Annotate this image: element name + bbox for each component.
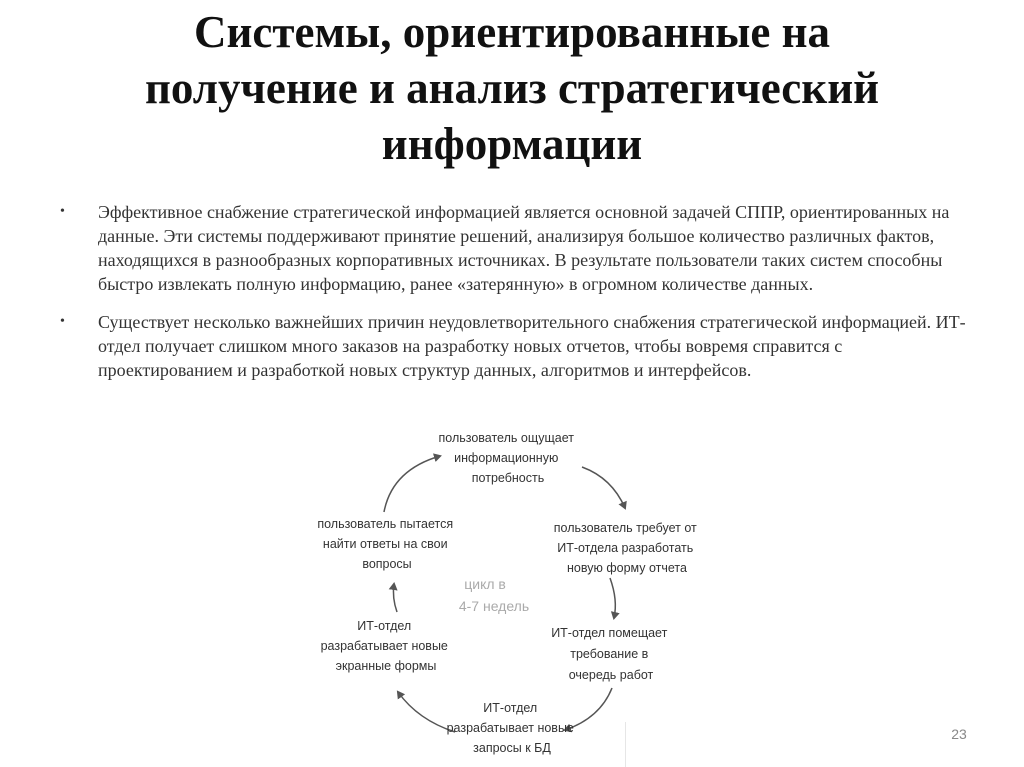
- cycle-step-screen-forms: [321, 619, 452, 673]
- title-line-1: Системы, ориентированные на: [194, 7, 830, 57]
- title-line-3: информации: [381, 119, 643, 169]
- cycle-arrow-2: [610, 578, 615, 618]
- bullet-item: [60, 200, 980, 296]
- cycle-arrow-6: [384, 456, 440, 512]
- step-line: экранные формы: [335, 659, 437, 673]
- title-line-2: получение и анализ стратегический: [144, 63, 880, 113]
- bullet-text: Эффективное снабжение стратегической информацией является основной задачей СППР, ориентированных на данные. Эти системы поддерживают принятие решений, анализируя большое количество различных фактов, находящихся в разнообразных корпоративных источниках. В результате пользователи таких систем способны быстро извлекать полную информацию, ранее «затерянную» в огромном количестве данных.: [98, 202, 950, 294]
- center-line-2: 4-7 недель: [458, 598, 530, 614]
- step-line: требование в: [570, 647, 649, 661]
- step-line: новую форму отчета: [567, 561, 687, 575]
- step-line: информационную: [454, 451, 559, 465]
- cycle-step-queue: [551, 626, 671, 682]
- step-line: потребность: [471, 471, 545, 485]
- step-line: пользователь требует от: [553, 521, 697, 535]
- step-line: разрабатывает новые: [446, 721, 574, 735]
- step-line: вопросы: [362, 557, 412, 571]
- step-line: разрабатывает новые: [320, 639, 448, 653]
- center-line-1: цикл в: [464, 576, 506, 592]
- bullet-marker: •: [60, 204, 65, 219]
- cycle-step-db-queries: [447, 701, 578, 755]
- step-line: запросы к БД: [473, 741, 551, 755]
- cycle-arrow-4: [398, 692, 455, 732]
- step-line: найти ответы на свои: [322, 537, 448, 551]
- step-line: ИТ-отдел: [357, 619, 412, 633]
- bullet-marker: •: [60, 314, 65, 329]
- step-line: очередь работ: [568, 668, 654, 682]
- step-line: ИТ-отдела разработать: [557, 541, 694, 555]
- divider-line: [625, 722, 626, 767]
- cycle-arrow-1: [582, 467, 625, 508]
- slide-title: [40, 4, 984, 172]
- bullet-item: [60, 310, 980, 382]
- cycle-arrow-3: [565, 688, 612, 730]
- cycle-step-need: [439, 431, 578, 485]
- cycle-duration-label: [459, 576, 529, 614]
- cycle-arrow-5: [393, 584, 397, 612]
- bullet-list: [60, 200, 980, 396]
- cycle-step-search-answers: [317, 517, 456, 571]
- step-line: ИТ-отдел помещает: [551, 626, 668, 640]
- bullet-text: Существует несколько важнейших причин неудовлетворительного снабжения стратегической информацией. ИТ-отдел получает слишком много заказов на разработку новых отчетов, чтобы вовремя справится с проектированием и разработкой новых структур данных, алгоритмов и интерфейсов.: [98, 312, 966, 380]
- step-line: пользователь ощущает: [438, 431, 575, 445]
- step-line: ИТ-отдел: [483, 701, 538, 715]
- step-line: пользователь пытается: [317, 517, 454, 531]
- cycle-step-request: [554, 521, 700, 575]
- page-number: 23: [951, 726, 967, 742]
